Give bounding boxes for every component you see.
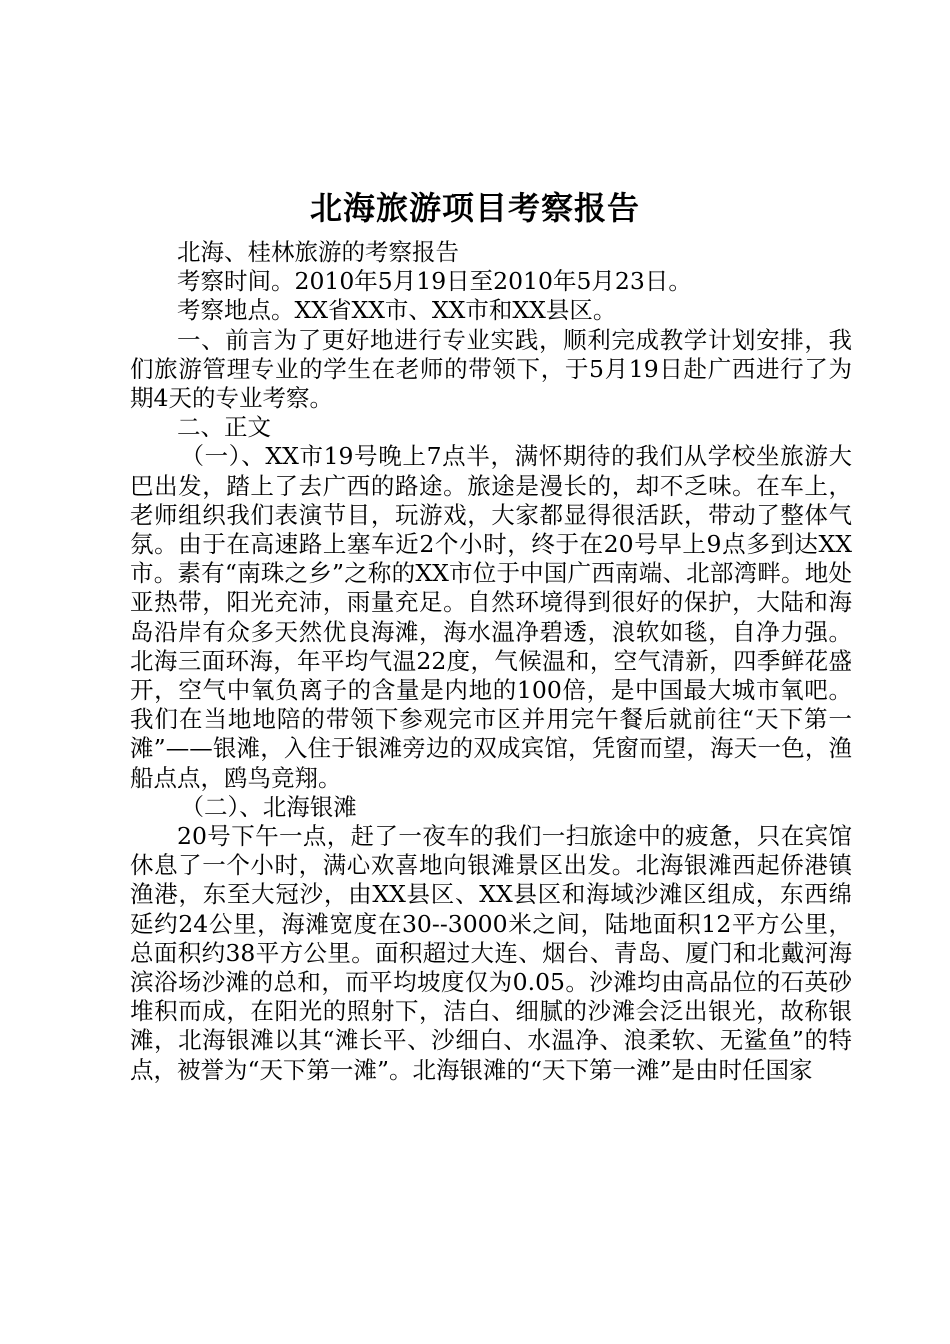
paragraph-section-two: 20号下午一点，赶了一夜车的我们一扫旅途中的疲惫，只在宾馆休息了一个小时，满心欢喜地向银滩景区出发。北海银滩西起侨港镇渔港，东至大冠沙，由XX县区、XX县区和海域沙滩区组成，东西绵延约24公里，海滩宽度在30--3000米之间，陆地面积12平方公里，总面积约38平方公里。面积超过大连、烟台、青岛、厦门和北戴河海滨浴场沙滩的总和，而平均坡度仅为0.05。沙滩均由高品位的石英砂堆积而成，在阳光的照射下，洁白、细腻的沙滩会泛出银光，故称银滩，北海银滩以其“滩长平、沙细白、水温净、浪柔软、无鲨鱼”的特点，被誉为“天下第一滩”。北海银滩的“天下第一滩”是由时任国家 — [130, 822, 852, 1084]
paragraph-inspection-location: 考察地点。XX省XX市、XX市和XX县区。 — [177, 296, 617, 325]
paragraph-section-one: （一）、XX市19号晚上7点半，满怀期待的我们从学校坐旅游大巴出发，踏上了去广西的路途。旅途是漫长的，却不乏味。在车上，老师组织我们表演节目，玩游戏，大家都显得很活跃，带动了整体气氛。由于在高速路上塞车近2个小时，终于在20号早上9点多到达XX市。素有“南珠之乡”之称的XX市位于中国广西南端、北部湾畔。地处亚热带，阳光充沛，雨量充足。自然环境得到很好的保护，大陆和海岛沿岸有众多天然优良海滩，海水温净碧透，浪软如毯，自净力强。北海三面环海，年平均气温22度，气候温和，空气清新，四季鲜花盛开，空气中氧负离子的含量是内地的100倍，是中国最大城市氧吧。我们在当地地陪的带领下参观完市区并用完午餐后就前往“天下第一滩”——银滩，入住于银滩旁边的双成宾馆，凭窗而望，海天一色，渔船点点，鸥鸟竞翔。 — [130, 442, 852, 792]
paragraph-inspection-time: 考察时间。2010年5月19日至2010年5月23日。 — [177, 267, 692, 296]
paragraph-subtitle: 北海、桂林旅游的考察报告 — [177, 238, 459, 266]
paragraph-preface: 一、前言为了更好地进行专业实践，顺利完成教学计划安排，我们旅游管理专业的学生在老师的带领下，于5月19日赴广西进行了为期4天的专业考察。 — [130, 325, 852, 413]
document-title: 北海旅游项目考察报告 — [309, 189, 640, 227]
heading-section-two: （二）、北海银滩 — [180, 792, 357, 821]
heading-main-body: 二、正文 — [177, 413, 271, 442]
document-body — [130, 238, 852, 1085]
